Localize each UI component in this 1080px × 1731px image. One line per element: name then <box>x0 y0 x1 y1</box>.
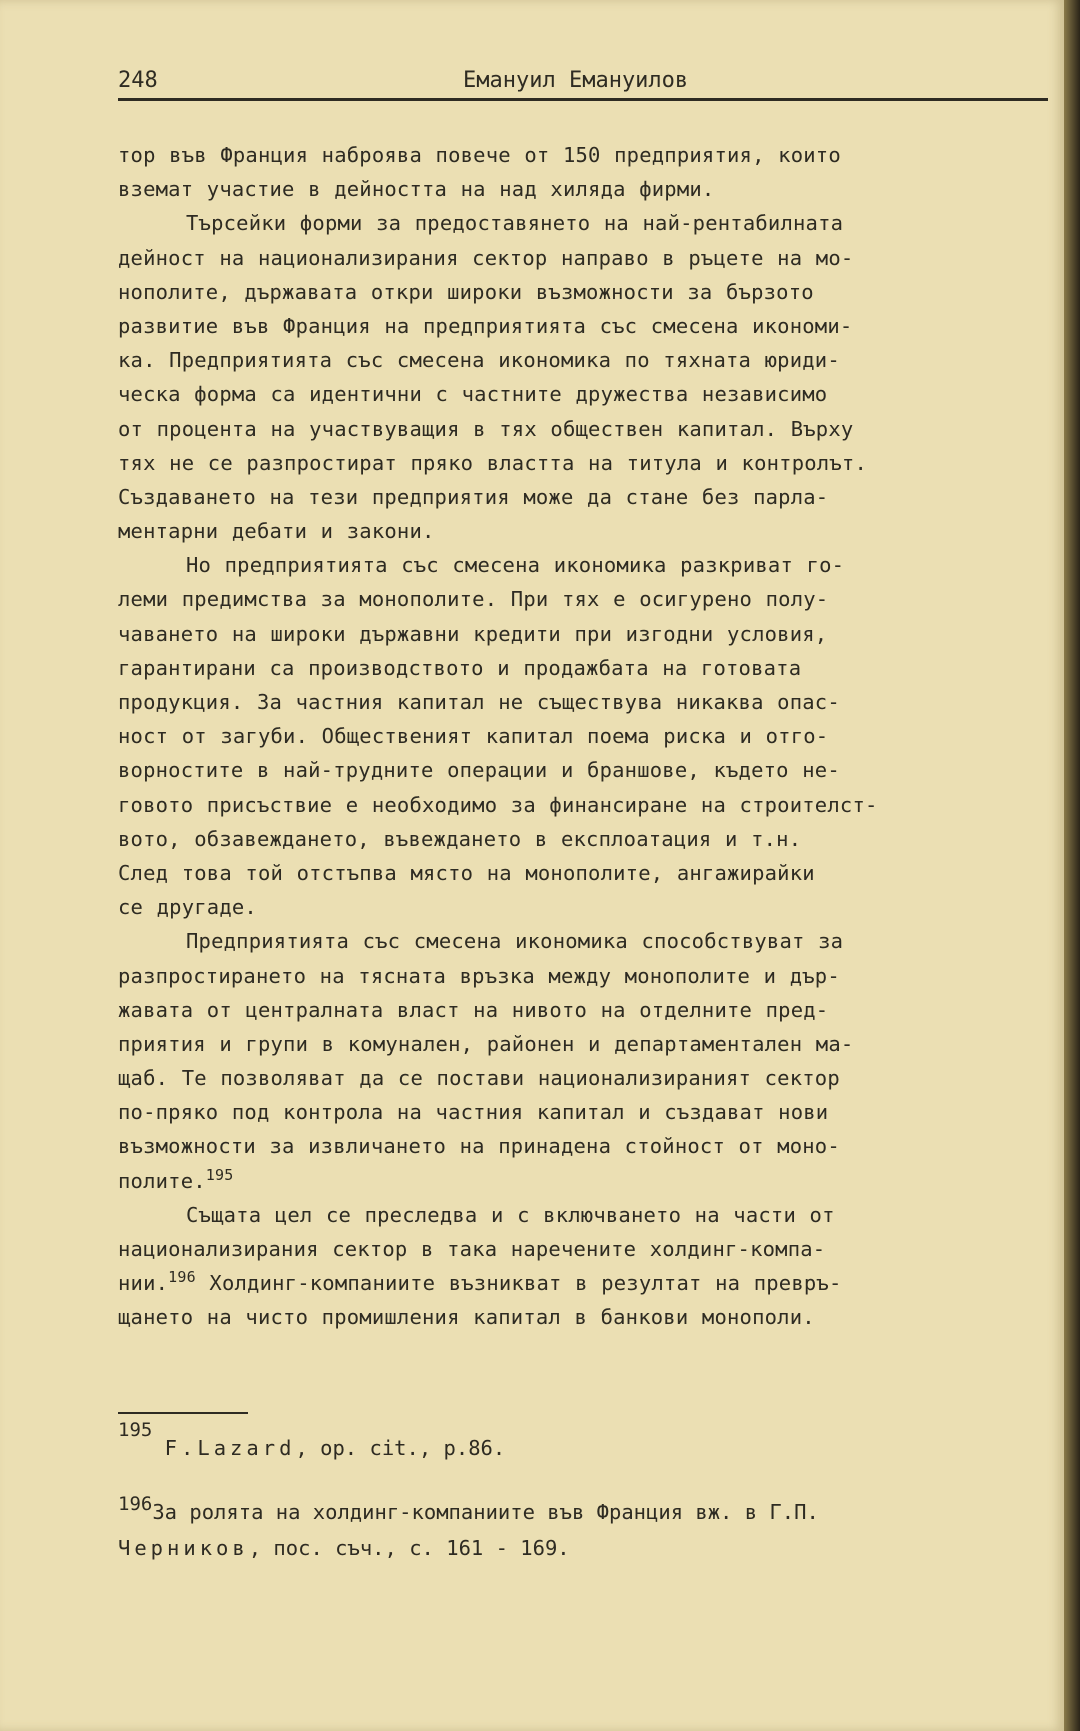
text-line: гарантирани са производството и продажбата на готовата <box>118 655 802 680</box>
footnote-text: , пос. съч., с. 161 - 169. <box>248 1536 570 1560</box>
footnote-number: 196 <box>118 1493 153 1515</box>
footnote-author: Черников <box>118 1536 249 1560</box>
text-line <box>118 1266 1058 1300</box>
footnote-number: 195 <box>118 1419 153 1441</box>
text-line: Предприятията със смесена икономика способствуват за <box>186 929 844 954</box>
footnote-text: За ролята на холдинг-компаниите във Франция вж. в Г.П. <box>152 1500 819 1524</box>
text-line: ка. Предприятията със смесена икономика по тяхната юриди- <box>118 348 840 373</box>
footnote-195 <box>118 1420 1058 1476</box>
footnote-divider <box>118 1412 248 1414</box>
footnote-author: F.Lazard <box>164 1436 296 1460</box>
text-line: Създаването на тези предприятия може да стане без парла- <box>118 484 829 509</box>
text-line: тях не се разпростират пряко властта на титула и контролът. <box>118 450 867 475</box>
text-line: След това той отстъпва място на монополите, ангажирайки <box>118 860 815 885</box>
header-author: Емануил Емануилов <box>463 68 689 93</box>
text-line: от процента на участвуващия в тях обществен капитал. Върху <box>118 416 854 441</box>
text-line: тор във Франция наброява повече от 150 предприятия, които <box>118 143 841 167</box>
text-line-end: Холдинг-компаниите възникват в резултат на превръ- <box>195 1271 842 1296</box>
text-line: по-пряко под контрола на частния капитал и създават нови <box>118 1100 829 1125</box>
text-line: щането на чисто промишления капитал в банкови монополи. <box>118 1305 815 1330</box>
text-line: щаб. Те позволяват да се постави национализираният сектор <box>118 1066 840 1091</box>
text-line: ворностите в най-трудните операции и браншове, където не- <box>118 758 840 783</box>
text-line: разпростирането на тясната връзка между монополите и дър- <box>118 963 840 988</box>
text-line: дейност на национализирания сектор направо в ръцете на мо- <box>118 245 854 270</box>
text-line: вото, обзавеждането, въвеждането в експлоатация и т.н. <box>118 826 802 851</box>
text-line: приятия и групи в комунален, районен и департаментален ма- <box>118 1031 854 1056</box>
text-line: жавата от централната власт на нивото на отделните пред- <box>118 997 829 1022</box>
running-head <box>118 62 1048 101</box>
text-line: ческа форма са идентични с частните дружества независимо <box>118 382 828 407</box>
text-line: развитие във Франция на предприятията със смесена икономи- <box>118 313 853 338</box>
text-line: национализирания сектор в така наречените холдинг-компа- <box>118 1237 826 1261</box>
body-text <box>118 138 1058 1335</box>
page-edge-shadow <box>1064 0 1080 1731</box>
text-line: леми предимства за монополите. При тях е осигурено полу- <box>118 587 829 612</box>
text-line: нополите, държавата откри широки възможности за бързото <box>118 279 814 304</box>
text-line: ност от загуби. Общественият капитал поема риска и отго- <box>118 724 829 749</box>
page-number: 248 <box>118 68 158 93</box>
text-line: говото присъствие е необходимо за финансиране на строителст- <box>118 792 878 817</box>
text-line-start: нии. <box>118 1271 169 1296</box>
text-line: чаването на широки държавни кредити при изгодни условия, <box>118 621 828 646</box>
footnotes <box>118 1420 1058 1566</box>
text-line: Същата цел се преследва и с включването на части от <box>186 1202 835 1227</box>
text-line: възможности за извличането на принадена стойност от моно- <box>118 1134 840 1159</box>
text-line <box>118 1164 1058 1198</box>
footnote-text: , op. cit., p.86. <box>295 1436 506 1460</box>
footnote-196 <box>118 1494 1058 1566</box>
text-line: Но предприятията със смесена икономика разкриват го- <box>186 553 845 578</box>
text-line: се другаде. <box>118 895 257 920</box>
text-line: Търсейки форми за предоставянето на най-рентабилната <box>186 211 844 236</box>
footnote-ref-195[interactable]: 195 <box>205 1165 234 1184</box>
text-line-start: полите. <box>118 1168 206 1193</box>
footnote-ref-196[interactable]: 196 <box>168 1268 196 1287</box>
text-line: продукция. За частния капитал не съществува никаква опас- <box>118 690 840 714</box>
text-line: ментарни дебати и закони. <box>118 519 435 544</box>
text-line: вземат участие в дейността на над хиляда фирми. <box>118 177 715 202</box>
